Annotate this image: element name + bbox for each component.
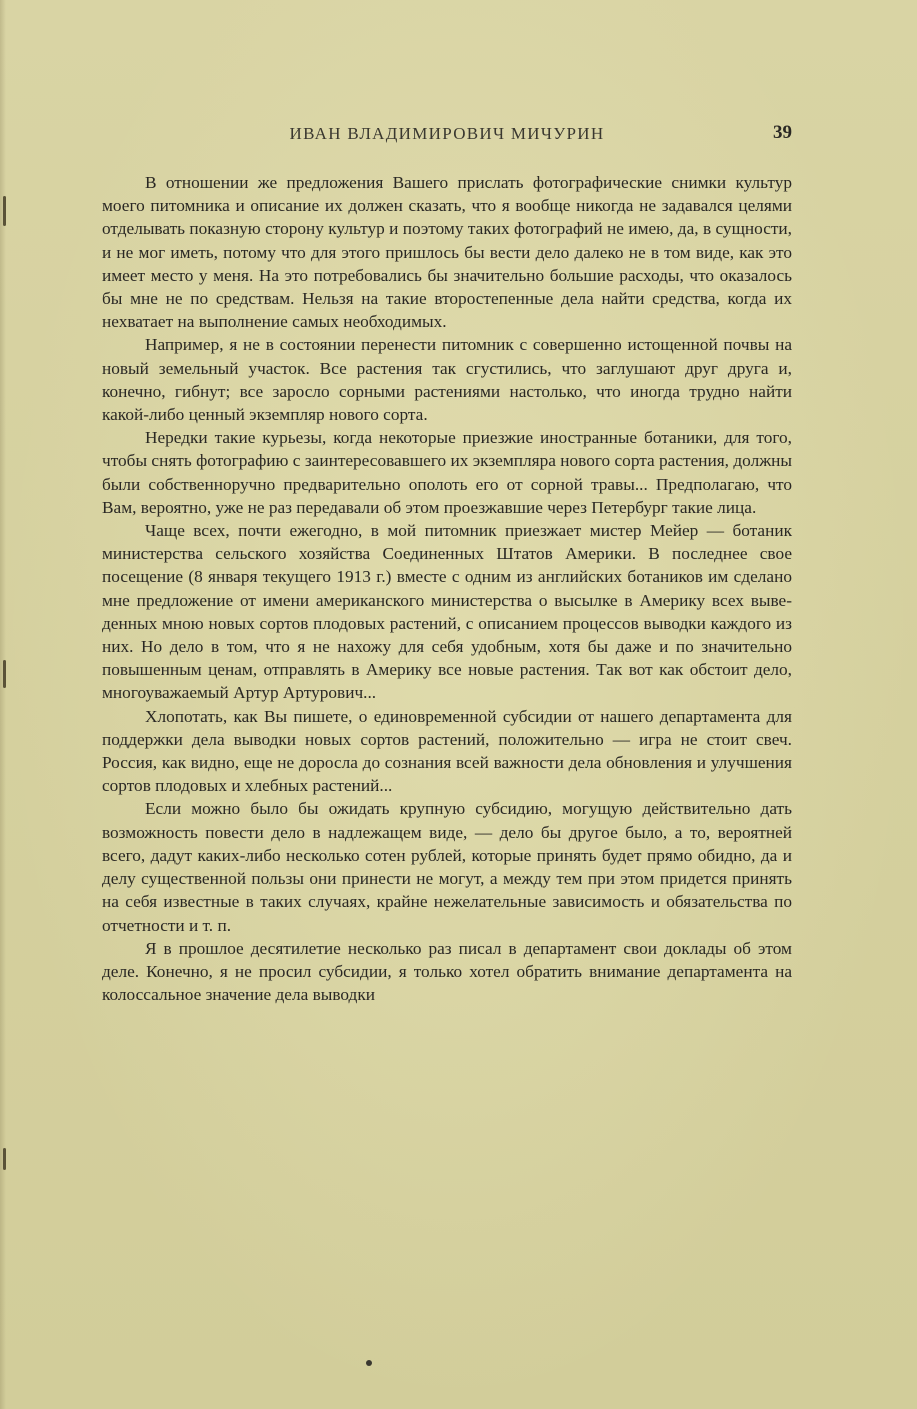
page-header xyxy=(102,124,792,148)
paragraph: Хлопотать, как Вы пишете, о единовременной субсидии от нашего департамента для поддержки дела выводки новых сортов растений, положительно — игра не стоит свеч. Россия, как видно, еще не доросла до сознания всей важности дела обновления и улучшения сортов плодовых и хлебных растений... xyxy=(102,706,792,796)
paragraph: Если можно было бы ожидать крупную субсидию, могущую действительно дать возможность повести дело в надлежащем виде, — дело бы другое было, а то, вероятней всего, дадут каких-либо несколько сотен рублей, которые принять будет прямо обидно, да и делу существенной пользы они принести не могут, а между тем при этом придется принять на себя известные в таких случаях, крайне нежелательные зависимость и обязательства по отчетности и т. п. xyxy=(102,799,792,935)
paragraph: Нередки такие курьезы, когда некоторые приезжие иностранные ботаники, для того, чтобы снять фотографию с заинтересовавшего их экземпляра нового сорта растения, должны были собственноручно предварительно ополоть его от сорной травы... Предполагаю, что Вам, вероятно, уже не раз передавали об этом проезжавшие через Петербург такие лица. xyxy=(102,428,792,517)
paragraph: В отношении же предложения Вашего прислать фотографические снимки культур моего питомника и описание их должен сказать, что я вообще никогда не задавался целями отделывать показную сторону культур и поэтому таких фотографий не имею, да, в сущности, и не мог иметь, потому что для этого пришлось бы вести дело далеко не в том виде, как это имеет место у меня. На это потребовались бы значительно большие расходы, что оказалось бы мне не по средствам. Нельзя на такие второстепенные дела найти средства, когда их нехватает на выполнение самых необходимых. xyxy=(102,173,792,332)
margin-mark xyxy=(3,196,6,226)
ink-dot xyxy=(366,1360,372,1366)
margin-mark xyxy=(3,660,6,688)
paragraph: Я в прошлое десятилетие несколько раз писал в департамент свои доклады об этом деле. Конечно, я не просил субсидии, я только хотел обратить внимание департамента на колоссальное значение дела выводки xyxy=(102,938,792,1005)
body-text xyxy=(102,171,792,1006)
margin-mark xyxy=(3,1148,6,1170)
running-title: ИВАН ВЛАДИМИРОВИЧ МИЧУРИН xyxy=(289,124,605,143)
paragraph: Чаще всех, почти ежегодно, в мой питомник приезжает мистер Мейер — ботаник министерства сельского хозяйства Соединенных Штатов Америки. В последнее свое посещение (8 января текущего 1913 г.) вместе с одним из английских ботаников им сделано мне предложение от имени американского министерства о высылке в Америку всех выведенных мною новых сортов плодовых растений, с описанием процессов выводки каждого из них. Но дело в том, что я не нахожу для себя удобным, хотя бы даже и по значительно повышенным ценам, отправлять в Америку все новые растения. Так вот как обстоит дело, многоуважаемый Артур Артурович... xyxy=(102,521,792,703)
page-number: 39 xyxy=(773,122,792,143)
paragraph: Например, я не в состоянии перенести питомник с совершенно истощенной почвы на новый земельный участок. Все растения так сгустились, что заглушают друг друга и, конечно, гибнут; все заросло сорными растениями настолько, что иногда трудно найти какой-либо ценный экземпляр нового сорта. xyxy=(102,335,792,425)
